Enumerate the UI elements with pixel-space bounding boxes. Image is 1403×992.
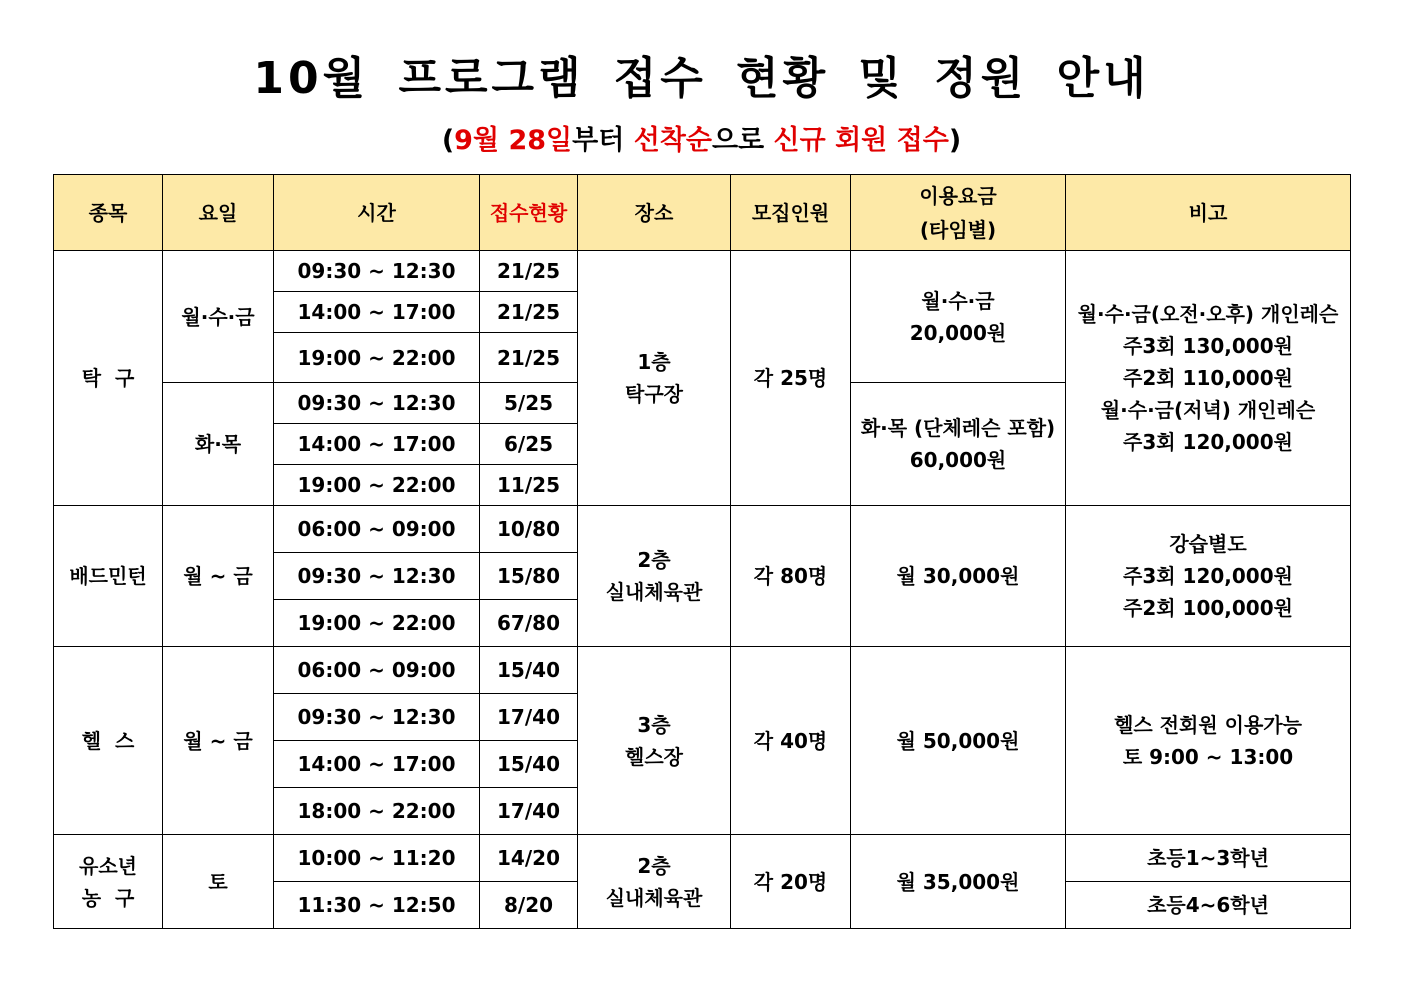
time-cell: 14:00 ~ 17:00 xyxy=(274,741,480,788)
fee-table-tennis-b: 화·목 (단체레슨 포함) 60,000원 xyxy=(851,383,1066,506)
status-cell: 14/20 xyxy=(480,835,578,882)
time-cell: 19:00 ~ 22:00 xyxy=(274,333,480,383)
status-cell: 21/25 xyxy=(480,333,578,383)
time-cell: 14:00 ~ 17:00 xyxy=(274,292,480,333)
time-cell: 06:00 ~ 09:00 xyxy=(274,506,480,553)
status-cell: 11/25 xyxy=(480,465,578,506)
table-row xyxy=(54,251,1351,292)
capacity-health: 각 40명 xyxy=(731,647,851,835)
capacity-badminton: 각 80명 xyxy=(731,506,851,647)
table-row xyxy=(54,506,1351,553)
header-time: 시간 xyxy=(274,175,480,251)
fee-table-tennis-a: 월·수·금 20,000원 xyxy=(851,251,1066,383)
time-cell: 10:00 ~ 11:20 xyxy=(274,835,480,882)
subtitle-date: 9월 28일 xyxy=(454,125,573,156)
days-table-tennis-a: 월·수·금 xyxy=(163,251,274,383)
subtitle-new-member: 신규 회원 접수 xyxy=(773,125,949,156)
status-cell: 10/80 xyxy=(480,506,578,553)
time-cell: 14:00 ~ 17:00 xyxy=(274,424,480,465)
time-cell: 19:00 ~ 22:00 xyxy=(274,465,480,506)
header-sport: 종목 xyxy=(54,175,163,251)
time-cell: 09:30 ~ 12:30 xyxy=(274,694,480,741)
status-cell: 15/40 xyxy=(480,647,578,694)
fee-youth-basketball: 월 35,000원 xyxy=(851,835,1066,929)
page-title: 10월 프로그램 접수 현황 및 정원 안내 xyxy=(253,53,1150,104)
days-table-tennis-b: 화·목 xyxy=(163,383,274,506)
header-fee: 이용요금 (타임별) xyxy=(851,175,1066,251)
header-status: 접수현황 xyxy=(480,175,578,251)
time-cell: 19:00 ~ 22:00 xyxy=(274,600,480,647)
table-row xyxy=(54,835,1351,882)
place-badminton: 2층 실내체육관 xyxy=(578,506,731,647)
capacity-youth-basketball: 각 20명 xyxy=(731,835,851,929)
time-cell: 09:30 ~ 12:30 xyxy=(274,383,480,424)
sport-health: 헬 스 xyxy=(54,647,163,835)
days-health: 월 ~ 금 xyxy=(163,647,274,835)
subtitle-first-come: 선착순 xyxy=(633,125,712,156)
note-badminton: 강습별도 주3회 120,000원 주2회 100,000원 xyxy=(1066,506,1351,647)
status-cell: 15/40 xyxy=(480,741,578,788)
header-capacity: 모집인원 xyxy=(731,175,851,251)
time-cell: 18:00 ~ 22:00 xyxy=(274,788,480,835)
status-cell: 8/20 xyxy=(480,882,578,929)
fee-badminton: 월 30,000원 xyxy=(851,506,1066,647)
days-badminton: 월 ~ 금 xyxy=(163,506,274,647)
table-row xyxy=(54,647,1351,694)
time-cell: 09:30 ~ 12:30 xyxy=(274,251,480,292)
status-cell: 15/80 xyxy=(480,553,578,600)
time-cell: 09:30 ~ 12:30 xyxy=(274,553,480,600)
header-day: 요일 xyxy=(163,175,274,251)
sport-table-tennis: 탁 구 xyxy=(54,251,163,506)
sport-badminton: 배드민턴 xyxy=(54,506,163,647)
header-place: 장소 xyxy=(578,175,731,251)
note-youth-basketball-1: 초등1~3학년 xyxy=(1066,835,1351,882)
note-table-tennis: 월·수·금(오전·오후) 개인레슨 주3회 130,000원 주2회 110,000원 월·수·금(저녁) 개인레슨 주3회 120,000원 xyxy=(1066,251,1351,506)
time-cell: 06:00 ~ 09:00 xyxy=(274,647,480,694)
status-cell: 17/40 xyxy=(480,694,578,741)
status-cell: 21/25 xyxy=(480,251,578,292)
place-youth-basketball: 2층 실내체육관 xyxy=(578,835,731,929)
place-health: 3층 헬스장 xyxy=(578,647,731,835)
header-row xyxy=(54,175,1351,251)
fee-health: 월 50,000원 xyxy=(851,647,1066,835)
sport-youth-basketball: 유소년 농 구 xyxy=(54,835,163,929)
status-cell: 67/80 xyxy=(480,600,578,647)
note-health: 헬스 전회원 이용가능 토 9:00 ~ 13:00 xyxy=(1066,647,1351,835)
page-subtitle: (9월 28일부터 선착순으로 신규 회원 접수) xyxy=(441,125,962,156)
capacity-table-tennis: 각 25명 xyxy=(731,251,851,506)
time-cell: 11:30 ~ 12:50 xyxy=(274,882,480,929)
status-cell: 5/25 xyxy=(480,383,578,424)
note-youth-basketball-2: 초등4~6학년 xyxy=(1066,882,1351,929)
place-table-tennis: 1층 탁구장 xyxy=(578,251,731,506)
status-cell: 6/25 xyxy=(480,424,578,465)
days-youth-basketball: 토 xyxy=(163,835,274,929)
program-table xyxy=(53,174,1351,929)
header-note: 비고 xyxy=(1066,175,1351,251)
status-cell: 17/40 xyxy=(480,788,578,835)
status-cell: 21/25 xyxy=(480,292,578,333)
